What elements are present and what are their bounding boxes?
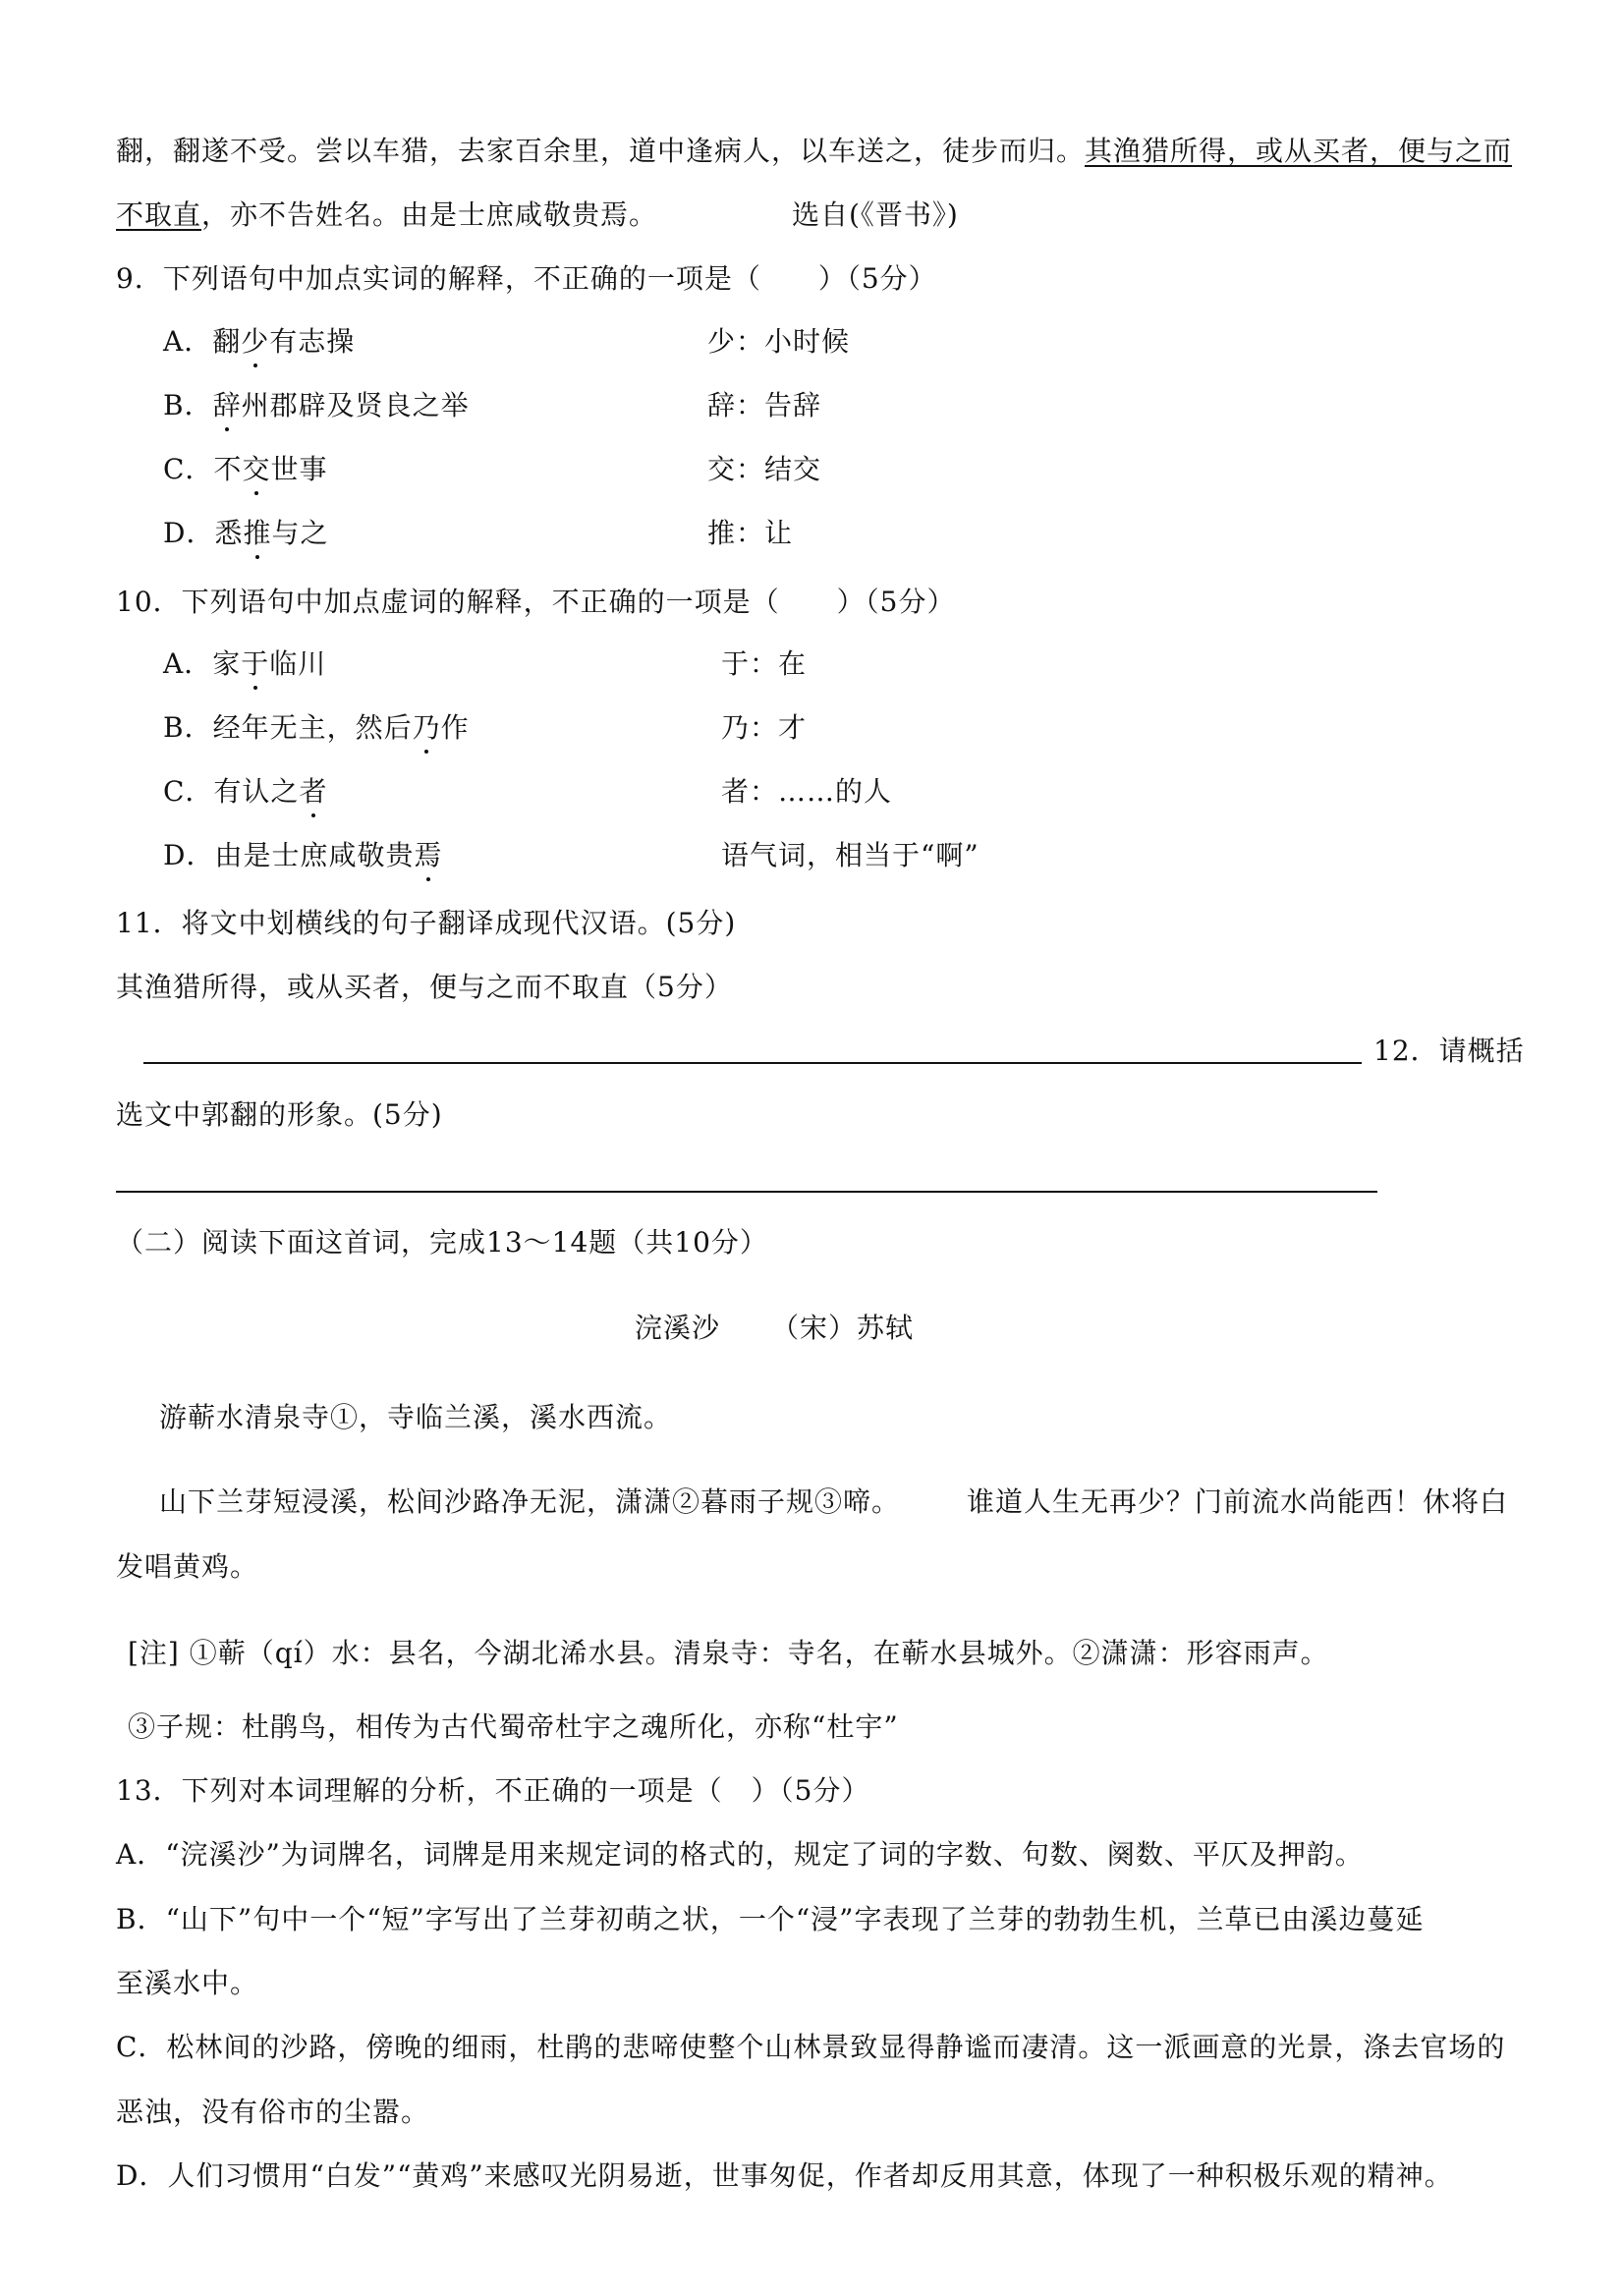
option-gloss: 少：小时候 xyxy=(707,325,851,358)
passage-source: 选自(《晋书》) xyxy=(792,198,959,231)
poem-author: （宋）苏轼 xyxy=(771,1312,915,1344)
q10-option-d xyxy=(163,836,979,875)
q9-option-a xyxy=(163,322,851,362)
option-text: 作 xyxy=(440,711,470,744)
option-gloss: 推：让 xyxy=(707,517,794,549)
question-13-stem: 13．下列对本词理解的分析，不正确的一项是（ ）（5分） xyxy=(116,1774,870,1807)
q10-option-b xyxy=(163,708,808,748)
option-text: B． xyxy=(163,389,213,421)
option-text: C．有认之 xyxy=(163,775,300,808)
dotted-char: 焉 xyxy=(414,836,442,875)
dotted-char: 者 xyxy=(299,772,327,812)
passage-text: ，亦不告姓名。由是士庶咸敬贵焉。 xyxy=(201,198,658,231)
option-text: 临川 xyxy=(269,647,327,680)
dotted-char: 乃 xyxy=(413,708,441,748)
underlined-sentence-end: 不取直 xyxy=(116,198,202,231)
q13-option-b-line-2: 至溪水中。 xyxy=(116,1967,259,1999)
option-text: A．翻 xyxy=(163,325,242,358)
option-gloss: 语气词，相当于“啊” xyxy=(721,839,979,871)
option-text: B．经年无主，然后 xyxy=(163,711,413,744)
option-gloss: 者：……的人 xyxy=(721,775,893,808)
passage-line-2 xyxy=(116,196,959,235)
q13-option-d: D．人们习惯用“白发”“黄鸡”来感叹光阴易逝，世事匆促，作者却反用其意，体现了一种积极乐观的精神。 xyxy=(116,2159,1453,2192)
poem-verse-2: 发唱黄鸡。 xyxy=(116,1550,259,1583)
q13-option-c-line-2: 恶浊，没有俗市的尘嚣。 xyxy=(116,2096,430,2128)
option-gloss: 乃：才 xyxy=(721,711,808,744)
passage-line-1 xyxy=(116,132,1512,171)
question-11-sentence: 其渔猎所得，或从买者，便与之而不取直（5分） xyxy=(116,971,733,1003)
poem-verse-1b: 谁道人生无再少？门前流水尚能西！休将白 xyxy=(967,1485,1509,1518)
option-gloss: 辞：告辞 xyxy=(707,389,822,421)
answer-line-11[interactable] xyxy=(143,1062,1362,1064)
dotted-char: 辞 xyxy=(213,386,242,425)
option-text: 与之 xyxy=(271,517,329,549)
question-12-stem-start: 12．请概括 xyxy=(1373,1035,1525,1067)
dotted-char: 于 xyxy=(241,644,269,684)
underlined-sentence: 其渔猎所得，或从买者，便与之而 xyxy=(1085,135,1513,167)
question-10-stem: 10．下列语句中加点虚词的解释，不正确的一项是（ ）（5分） xyxy=(116,586,956,618)
option-gloss: 交：结交 xyxy=(707,453,822,485)
passage-text: 翻，翻遂不受。尝以车猎，去家百余里，道中逢病人，以车送之，徒步而归。 xyxy=(116,135,1086,167)
question-9-stem: 9．下列语句中加点实词的解释，不正确的一项是（ ）（5分） xyxy=(116,262,937,295)
q13-option-c-line-1: C．松林间的沙路，傍晚的细雨，杜鹃的悲啼使整个山林景致显得静谧而凄清。这一派画意的光景，涤去官场的 xyxy=(116,2031,1506,2063)
option-text: 世事 xyxy=(270,453,328,485)
option-gloss: 于：在 xyxy=(721,647,808,680)
poem-verse-1: 山下兰芽短浸溪，松间沙路净无泥，潇潇②暮雨子规③啼。 xyxy=(159,1485,901,1518)
question-11-stem: 11．将文中划横线的句子翻译成现代汉语。(5分) xyxy=(116,907,737,939)
poem-note-1: [注] ①蕲（qí）水：县名，今湖北浠水县。清泉寺：寺名，在蕲水县城外。②潇潇：形容雨声。 xyxy=(128,1637,1329,1669)
q13-option-a: A．“浣溪沙”为词牌名，词牌是用来规定词的格式的，规定了词的字数、句数、阕数、平仄及押韵。 xyxy=(116,1838,1364,1871)
dotted-char: 交 xyxy=(242,450,270,489)
dotted-char: 推 xyxy=(243,514,271,553)
q9-option-c xyxy=(163,450,822,489)
poem-preface: 游蕲水清泉寺①，寺临兰溪，溪水西流。 xyxy=(159,1401,673,1433)
q9-option-d xyxy=(163,514,794,553)
option-text: A．家 xyxy=(163,647,242,680)
answer-line-12[interactable] xyxy=(116,1191,1377,1193)
option-text: D．悉 xyxy=(163,517,244,549)
q10-option-c xyxy=(163,772,893,812)
section-2-heading: （二）阅读下面这首词，完成13～14题（共10分） xyxy=(116,1226,768,1259)
question-12-stem-end: 选文中郭翻的形象。(5分) xyxy=(116,1098,443,1131)
option-text: C．不 xyxy=(163,453,243,485)
q9-option-b xyxy=(163,386,822,425)
q10-option-a xyxy=(163,644,808,684)
option-text: 州郡辟及贤良之举 xyxy=(241,389,470,421)
q13-option-b-line-1: B．“山下”句中一个“短”字写出了兰芽初萌之状，一个“浸”字表现了兰芽的勃勃生机，兰草已由溪边蔓延 xyxy=(116,1903,1425,1935)
dotted-char: 少 xyxy=(241,322,269,362)
option-text: 有志操 xyxy=(269,325,356,358)
poem-note-2: ③子规：杜鹃鸟，相传为古代蜀帝杜宇之魂所化，亦称“杜宇” xyxy=(128,1710,899,1743)
option-text: D．由是士庶咸敬贵 xyxy=(163,839,415,871)
poem-title: 浣溪沙 xyxy=(635,1312,721,1344)
